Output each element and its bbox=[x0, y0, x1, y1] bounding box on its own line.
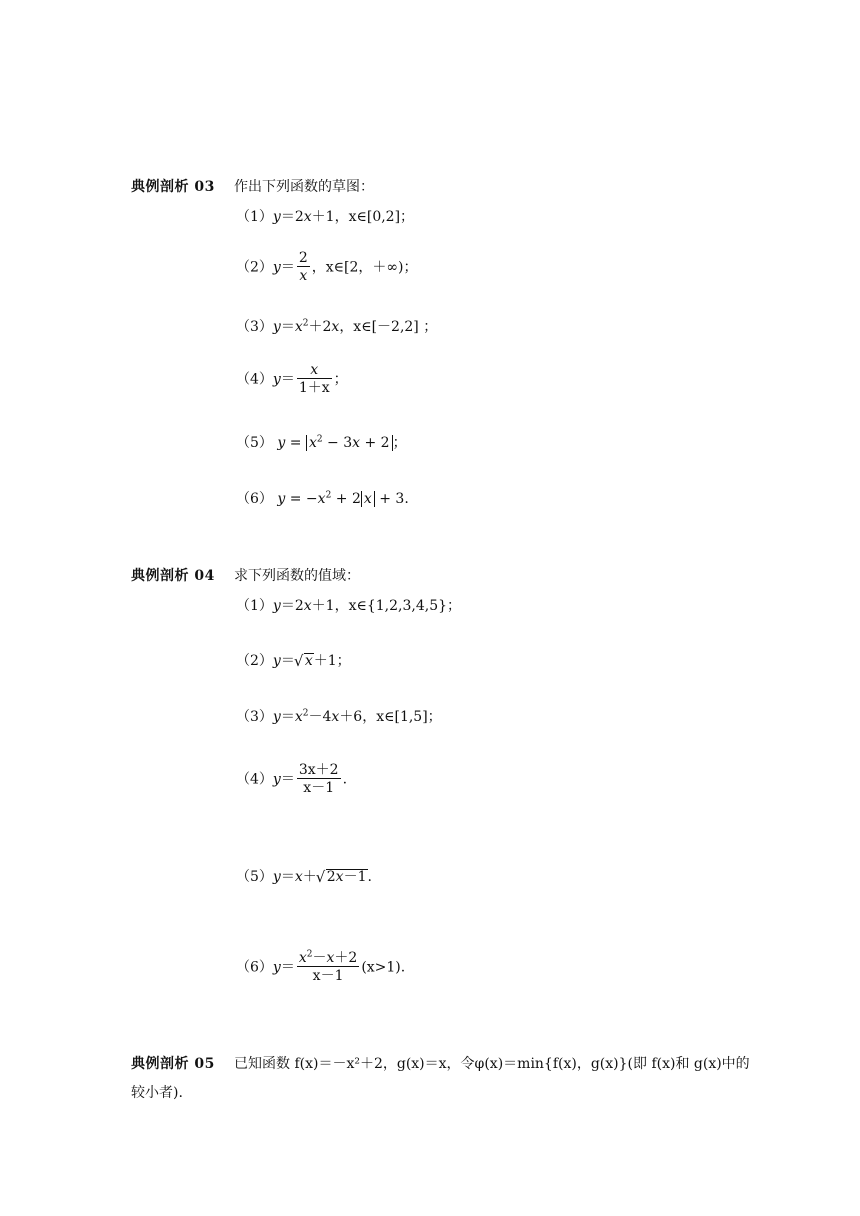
example-04-label: 典例剖析 04 bbox=[131, 568, 215, 584]
sqrt: √ x bbox=[295, 653, 314, 669]
example-04-item-4: （4）y＝ $\frac{3x+2}{x-1}$ . bbox=[236, 762, 348, 796]
fraction: $\frac{3x+2}{x-1}$ bbox=[298, 762, 339, 796]
example-04-item-3: $(3)y=x^2-4x+6$，x∈[1,5]； bbox=[236, 708, 442, 725]
example-03-item-3: $(3)y=x^2+2x$，x∈[－2,2] ； bbox=[236, 318, 438, 335]
example-04-item-1: （1）y＝2x＋1，x∈{1,2,3,4,5}； bbox=[236, 598, 462, 614]
example-04-item-5: （5）y＝x＋√ 2x－1. bbox=[236, 866, 372, 886]
example-03-item-1: （1）y＝2x＋1，x∈[0,2]； bbox=[236, 209, 415, 225]
fraction: $\frac{x^2-x+2}{x-1}$ bbox=[298, 949, 358, 984]
example-03-item-6: （6） $y = -x^2 + 2$ x + 3. bbox=[236, 490, 409, 507]
fraction: $\frac{x}{1+x}$ bbox=[298, 362, 330, 396]
example-03-item-4: （4）y＝ $\frac{x}{1+x}$ ； bbox=[236, 362, 348, 396]
example-03-item-5: （5） $y = x^2 - 3x + 2$ ； bbox=[236, 434, 407, 451]
example-05-text-line2: 较小者). bbox=[131, 1085, 183, 1101]
example-03-item-2: （2）y＝ $\frac{2}{x}$ ，x∈[2，＋∞)； bbox=[236, 250, 418, 284]
example-03-prompt: 作出下列函数的草图： bbox=[234, 179, 374, 195]
example-04-item-6: （6）y＝ $\frac{x^2-x+2}{x-1}$ (x>1). bbox=[236, 949, 406, 984]
example-03-label: 典例剖析 03 bbox=[131, 179, 215, 195]
example-04-prompt: 求下列函数的值域： bbox=[234, 568, 360, 584]
example-05-text-line1: 已知函数 f(x)＝－x²＋2，g(x)＝x，令φ(x)＝min{f(x)，g(x)}(即 f(x)和 g(x)中的 bbox=[234, 1056, 750, 1072]
example-04-item-2: （2）y＝√ x＋1； bbox=[236, 650, 351, 670]
sqrt: √ 2x－1 bbox=[317, 869, 368, 885]
example-05-label: 典例剖析 05 bbox=[131, 1056, 215, 1072]
fraction: $\frac{2}{x}$ bbox=[298, 250, 308, 284]
